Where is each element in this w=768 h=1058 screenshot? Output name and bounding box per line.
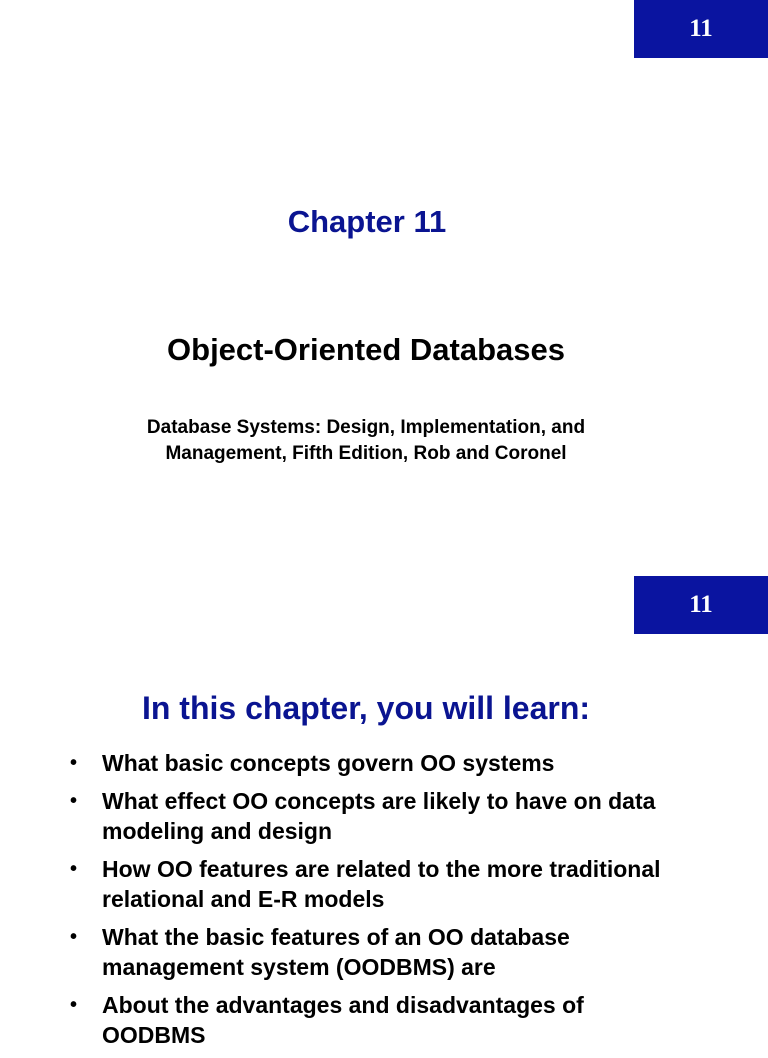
- list-item: [0, 748, 768, 778]
- objectives-slide: [0, 576, 768, 1048]
- bullet-icon: •: [70, 790, 78, 812]
- list-item-text: What the basic features of an OO database management system (OODBMS) are: [102, 924, 570, 980]
- list-item: [0, 990, 768, 1050]
- bullet-icon: •: [70, 858, 78, 880]
- chapter-number-tab: 11: [634, 0, 768, 58]
- bullet-icon: •: [70, 994, 78, 1016]
- subtitle-line-2: Management, Fifth Edition, Rob and Coronel: [165, 443, 567, 464]
- list-item-text: What effect OO concepts are likely to have on data modeling and design: [102, 788, 656, 844]
- subtitle-line-1: Database Systems: Design, Implementation, and: [146, 417, 586, 438]
- objectives-heading: In this chapter, you will learn:: [141, 690, 591, 726]
- bullet-icon: •: [70, 752, 78, 774]
- chapter-number-tab: 11: [634, 576, 768, 634]
- list-item-text: How OO features are related to the more traditional relational and E-R models: [102, 856, 661, 912]
- book-subtitle: [0, 415, 732, 467]
- list-item: [0, 922, 768, 982]
- main-title: Object-Oriented Databases: [167, 332, 565, 367]
- list-item-text: What basic concepts govern OO systems: [102, 750, 555, 776]
- chapter-title: Chapter 11: [287, 204, 447, 239]
- list-item: [0, 854, 768, 914]
- objectives-list: [0, 748, 768, 1058]
- list-item-text: About the advantages and disadvantages of OODBMS: [102, 992, 584, 1048]
- bullet-icon: •: [70, 926, 78, 948]
- list-item: [0, 786, 768, 846]
